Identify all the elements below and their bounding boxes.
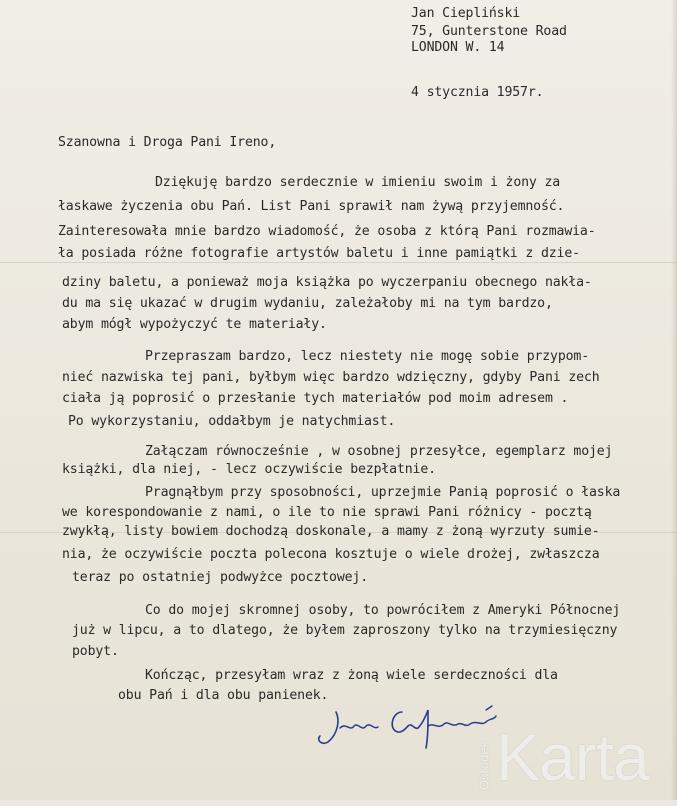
watermark-side-text: Ośrodek: [476, 740, 492, 791]
letter-date: 4 stycznia 1957r.: [411, 85, 544, 100]
letter-line: pobyt.: [72, 644, 119, 659]
letter-line: Kończąc, przesyłam wraz z żoną wiele serdeczności dla: [145, 668, 558, 683]
letter-line: nieć nazwiska tej pani, byłbym więc bardzo wdzięczny, gdyby Pani zech: [62, 370, 600, 385]
letter-line: już w lipcu, a to dlatego, że byłem zaproszony tylko na trzymiesięczny: [72, 623, 618, 638]
letter-line: Dziękuję bardzo serdecznie w imieniu swoim i żony za: [155, 175, 561, 190]
sender-city: LONDON W. 14: [411, 40, 505, 55]
paper-edge-shadow: [671, 0, 677, 800]
letter-line: dziny baletu, a ponieważ moja książka po wyczerpaniu obecnego nakła-: [62, 275, 592, 290]
letter-line: zwykłą, listy bowiem dochodzą doskonale, a mamy z żoną wyrzuty sumie-: [62, 524, 600, 539]
sender-street: 75, Gunterstone Road: [411, 24, 567, 39]
letter-line: Załączam równocześnie , w osobnej przesyłce, egemplarz mojej: [145, 444, 613, 459]
letter-line: we korespondowanie z nami, o ile to nie sprawi Pani różnicy - pocztą: [62, 505, 592, 520]
sender-name: Jan Ciepliński: [411, 6, 521, 21]
letter-line: abym mógł wypożyczyć te materiały.: [62, 317, 327, 332]
letter-line: nia, że oczywiście poczta polecona kosztuje o wiele drożej, zwłaszcza: [62, 547, 600, 562]
letter-line: książki, dla niej, - lecz oczywiście bezpłatnie.: [62, 462, 436, 477]
sender-address-block: [411, 6, 567, 56]
letter-line: Co do mojej skromnej osoby, to powróciłem z Ameryki Północnej: [145, 603, 621, 618]
letter-line: Po wykorzystaniu, oddałbym je natychmiast.: [68, 414, 396, 429]
letter-line: ła posiada różne fotografie artystów baletu i inne pamiątki z dzie-: [58, 246, 580, 261]
letter-line: łaskawe życzenia obu Pań. List Pani sprawił nam żywą przyjemność.: [58, 199, 565, 214]
watermark-brand: Karta: [496, 720, 649, 794]
letter-line: teraz po ostatniej podwyżce pocztowej.: [72, 570, 369, 585]
letter-line: Zainteresowała mnie bardzo wiadomość, że osoba z którą Pani rozmawia-: [58, 224, 596, 239]
letter-line: Pragnąłbym przy sposobności, uprzejmie Panią poprosić o łaska: [145, 485, 621, 500]
salutation: Szanowna i Droga Pani Ireno,: [58, 135, 277, 150]
karta-watermark: [474, 720, 674, 800]
letter-line: du ma się ukazać w drugim wydaniu, zależałoby mi na tym bardzo,: [62, 296, 553, 311]
letter-line: obu Pań i dla obu panienek.: [118, 688, 329, 703]
letter-line: Przepraszam bardzo, lecz niestety nie mogę sobie przypom-: [145, 349, 590, 364]
paper-fold: [0, 262, 677, 263]
letter-line: ciała ją poprosić o przesłanie tych materiałów pod moim adresem .: [62, 391, 569, 406]
